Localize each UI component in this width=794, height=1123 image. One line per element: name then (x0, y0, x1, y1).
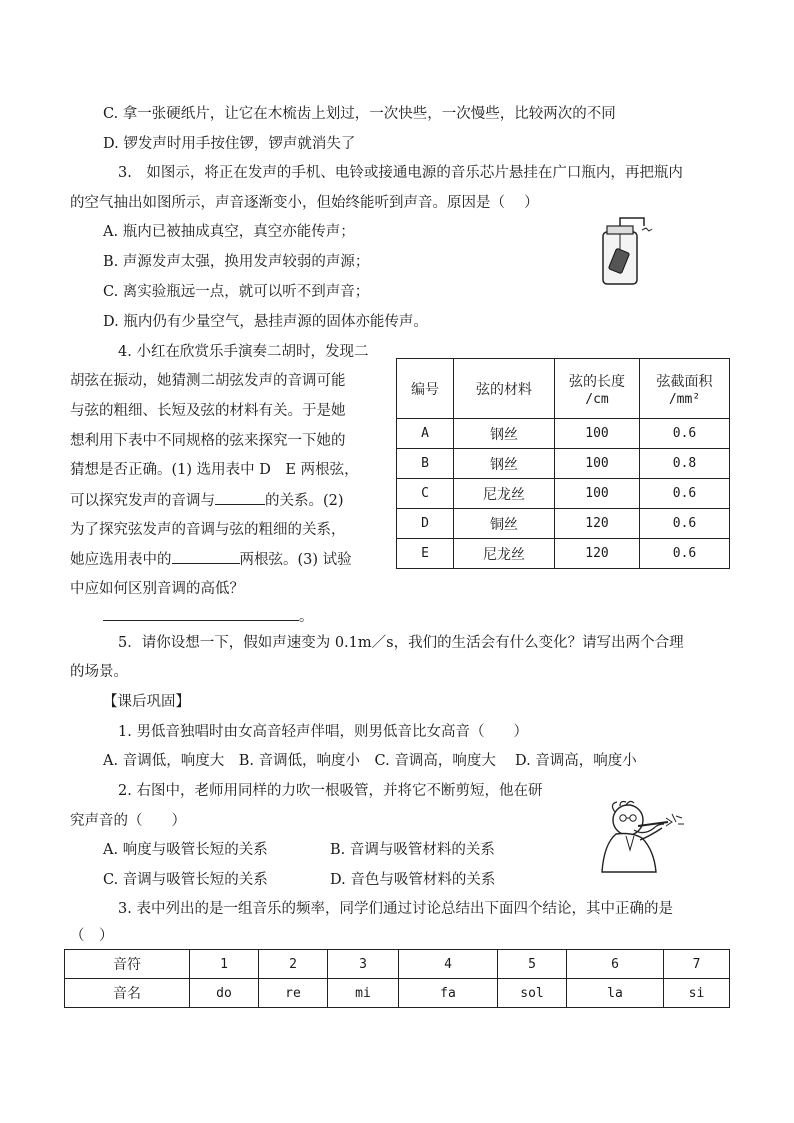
table-cell: B (397, 449, 454, 479)
q3-option-c: C. 离实验瓶远一点，就可以听不到声音； (103, 284, 370, 300)
q4-line2: 胡弦在振动，她猜测二胡弦发声的音调可能 (70, 373, 346, 389)
q5-line1: 5．请你设想一下，假如声速变为 0.1m／s，我们的生活会有什么变化？请写出两个合理 (118, 635, 684, 651)
table-cell: 120 (555, 509, 640, 539)
answer-blank-2[interactable] (172, 549, 240, 564)
q4-line10 (103, 606, 314, 627)
h2-stem-line1: 2. 右图中，老师用同样的力吹一根吸管，并将它不断剪短，他在研 (118, 783, 543, 799)
q4-line1: 4. 小红在欣赏乐手演奏二胡时，发现二 (118, 344, 369, 360)
table-cell: A (397, 419, 454, 449)
table-header-cell: 弦截面积 /mm² (640, 359, 730, 419)
table-cell: sol (498, 979, 567, 1008)
table-row (65, 950, 730, 979)
q4-line6-text-b: 的关系。(2) (265, 493, 344, 509)
table-cell: mi (328, 979, 399, 1008)
table-header-cell: 弦的材料 (454, 359, 555, 419)
table-row (397, 509, 730, 539)
table-cell: 0.6 (640, 479, 730, 509)
table-cell: 6 (567, 950, 664, 979)
table-cell: 3 (328, 950, 399, 979)
h3-stem-line1: 3. 表中列出的是一组音乐的频率，同学们通过讨论总结出下面四个结论，其中正确的是 (118, 901, 673, 917)
h2-stem-line2: 究声音的（ ） (70, 813, 186, 829)
table-cell: 铜丝 (454, 509, 555, 539)
table-row (397, 479, 730, 509)
table-cell: 尼龙丝 (454, 479, 555, 509)
h2-option-d: D. 音色与吸管材料的关系 (330, 872, 496, 888)
bell-jar-illustration (598, 216, 658, 286)
q4-line10-period: 。 (299, 609, 314, 625)
table-cell: 0.8 (640, 449, 730, 479)
table-header-cell: 编号 (397, 359, 454, 419)
table-cell: 1 (190, 950, 259, 979)
table-cell: 120 (555, 539, 640, 569)
answer-blank-3[interactable] (103, 606, 299, 621)
h3-stem-line2: （ ） (70, 928, 114, 944)
q5-line2: 的场景。 (70, 664, 128, 680)
table-cell: 音名 (65, 979, 190, 1008)
q4-line6 (70, 490, 344, 511)
table-row (397, 539, 730, 569)
table-cell: 2 (259, 950, 328, 979)
table-cell: 100 (555, 449, 640, 479)
h2-option-a: A. 响度与吸管长短的关系 (103, 842, 268, 858)
h1-options: A. 音调低，响度大 B. 音调低，响度小 C. 音调高，响度大 D. 音调高，响度小 (103, 753, 637, 769)
table-header-row (397, 359, 730, 419)
table-cell: 5 (498, 950, 567, 979)
table-cell: 100 (555, 479, 640, 509)
table-cell: 4 (399, 950, 498, 979)
table-row (397, 419, 730, 449)
h1-stem: 1. 男低音独唱时由女高音轻声伴唱，则男低音比女高音（ ） (118, 724, 528, 740)
table-cell: 音符 (65, 950, 190, 979)
table-row (397, 449, 730, 479)
string-spec-table (396, 358, 730, 569)
table-cell: C (397, 479, 454, 509)
table-cell: 100 (555, 419, 640, 449)
table-unit-mm2: /mm² (668, 391, 701, 407)
h2-option-c: C. 音调与吸管长短的关系 (103, 872, 268, 888)
teacher-straw-illustration (596, 800, 700, 874)
table-cell: fa (399, 979, 498, 1008)
music-note-table (64, 949, 730, 1008)
q4-line8-text-b: 两根弦。(3) 试验 (239, 552, 352, 568)
q3-option-b: B. 声源发声太强，换用发声较弱的声源； (103, 254, 370, 270)
q4-line8-text-a: 她应选用表中的 (70, 552, 172, 568)
table-cell: la (567, 979, 664, 1008)
table-cell: 7 (664, 950, 730, 979)
q3-stem-line1: 3. 如图示，将正在发声的手机、电铃或接通电源的音乐芯片悬挂在广口瓶内，再把瓶内 (118, 165, 683, 181)
table-cell: re (259, 979, 328, 1008)
q4-line8 (70, 549, 352, 570)
q4-line3: 与弦的粗细、长短及弦的材料有关。于是她 (70, 403, 346, 419)
q4-line7: 为了探究弦发声的音调与弦的粗细的关系， (70, 522, 346, 538)
table-cell: 0.6 (640, 509, 730, 539)
q3-stem-line2: 的空气抽出如图所示，声音逐渐变小，但始终能听到声音。原因是（ ） (70, 195, 539, 211)
h2-option-b: B. 音调与吸管材料的关系 (330, 842, 495, 858)
answer-blank-1[interactable] (215, 490, 265, 505)
table-cell: do (190, 979, 259, 1008)
table-cell: 尼龙丝 (454, 539, 555, 569)
table-cell: 钢丝 (454, 449, 555, 479)
table-cell: 0.6 (640, 539, 730, 569)
q3-option-a: A. 瓶内已被抽成真空，真空亦能传声； (103, 224, 355, 240)
table-cell: D (397, 509, 454, 539)
q4-line5: 猜想是否正确。(1) 选用表中 D E 两根弦， (70, 462, 359, 478)
table-unit-cm: /cm (585, 391, 609, 407)
q2-option-c: C. 拿一张硬纸片，让它在木梳齿上划过，一次快些，一次慢些，比较两次的不同 (103, 106, 616, 122)
q4-line6-text-a: 可以探究发声的音调与 (70, 493, 215, 509)
q4-line4: 想利用下表中不同规格的弦来探究一下她的 (70, 433, 346, 449)
table-header-cell: 弦的长度 /cm (555, 359, 640, 419)
table-cell: si (664, 979, 730, 1008)
q4-line9: 中应如何区别音调的高低？ (70, 581, 244, 597)
section-heading: 【课后巩固】 (103, 694, 190, 710)
table-cell: 钢丝 (454, 419, 555, 449)
q3-option-d: D. 瓶内仍有少量空气，悬挂声源的固体亦能传声。 (103, 314, 428, 330)
table-cell: 0.6 (640, 419, 730, 449)
q2-option-d: D. 锣发声时用手按住锣，锣声就消失了 (103, 136, 356, 152)
table-row (65, 979, 730, 1008)
table-cell: E (397, 539, 454, 569)
